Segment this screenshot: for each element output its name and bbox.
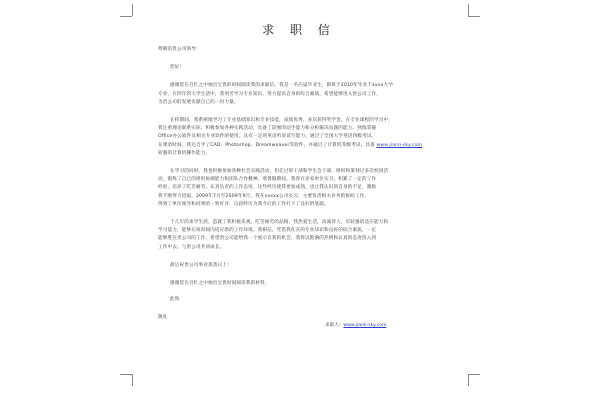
- inline-website-link[interactable]: www.jianli-sky.com: [376, 142, 423, 148]
- crop-mark-bl-v: [132, 374, 133, 386]
- regards-text: 此致: [170, 297, 180, 303]
- paragraph-intro: [158, 82, 440, 107]
- paragraph-line: 得到了单位领导和同事的一致好评，这段经历为我今后的工作打下了良好的基础。: [158, 201, 329, 207]
- paragraph-line: 感谢您在百忙之中抽出宝贵的时间阅读我的求职信，我是一名应届毕业生，即将于2010年毕业于xxxx大学: [170, 83, 394, 89]
- letter-title: 求 职 信: [262, 23, 336, 37]
- greeting: 尊敬的贵公司领导：: [158, 47, 201, 52]
- letter-body: [158, 22, 440, 323]
- paragraph-education: [158, 117, 440, 158]
- paragraph-line: [158, 142, 440, 150]
- paragraph-line: 专业，在四年的大学生活中，我刻苦学习专业知识，努力提高自身的综合素质，希望能够进入贵公司工作，: [158, 91, 381, 97]
- closing-line: 最后祝贵公司事业蒸蒸日上！: [170, 262, 232, 268]
- paragraph-line: 在学习的同时，我也积极参加各种社会实践活动，担任过班干部和学生会干部，组织和策划过多次校园活: [170, 169, 389, 175]
- signer-website-link[interactable]: www.jianli-sky.com: [343, 323, 387, 328]
- closing-thanks: [158, 280, 440, 288]
- paragraph-line: 经验，培养了吃苦耐劳、认真负责的工作态度。这些经历使我更加成熟，也让我认识到自身的不足，激励: [158, 185, 377, 191]
- respect-text: 敬礼: [158, 315, 168, 321]
- crop-mark-bl-h: [120, 374, 132, 375]
- signer-label: 求职人：: [325, 323, 344, 328]
- paragraph-line: 在校期间，我系统地学习了专业基础知识和专业技能，成绩优秀，多次获得奖学金。在专业课程的学习中，: [170, 118, 393, 124]
- paragraph-line: 工作中去，与贵公司共同成长。: [158, 244, 225, 250]
- paragraph-line: 为贵公司的发展贡献自己的一份力量。: [158, 99, 239, 105]
- paragraph-line: 学习能力，能够在短时间内适应新的工作环境。我相信，凭借我扎实的专业知识和良好的综合素质，一定: [158, 228, 377, 234]
- closing-line: 感谢您在百忙之中抽出宝贵时间阅读我的材料。: [170, 281, 270, 287]
- skills-text: 在课余时间，我还自学了CAD、Photoshop、Dreamweaver等软件，并通过了计算机等级考试，具备: [158, 142, 375, 148]
- salutation: 您好！: [170, 65, 185, 71]
- regards-block: [158, 296, 440, 322]
- paragraph-line: 动，锻炼了自己的组织协调能力和团队合作精神。寒暑假期间，我曾在多家单位实习，积累了一定的工作: [158, 177, 377, 183]
- crop-mark-tr-h: [468, 16, 480, 17]
- paragraph-character: [158, 219, 440, 252]
- paragraph-line: 较强的计算机操作能力。: [158, 150, 211, 156]
- crop-mark-br-v: [468, 374, 469, 386]
- crop-mark-tr-v: [468, 4, 469, 16]
- crop-mark-tl-v: [132, 4, 133, 16]
- paragraph-experience: [158, 168, 440, 209]
- signer-line: [325, 322, 386, 328]
- paragraph-line: 我注重理论联系实际，积极参加各种实践活动，具备了较强的动手能力和分析解决问题的能力。熟练掌握: [158, 126, 377, 132]
- closing-wish: [158, 262, 440, 270]
- paragraph-line: Office办公软件及相关专业软件的使用，具有一定的英语听说读写能力，通过了全国大学英语四级考试。: [158, 134, 377, 140]
- crop-mark-tl-h: [120, 16, 132, 17]
- paragraph-line: 十几年的求学生涯，造就了我积极乐观、吃苦耐劳的品格，我热爱生活，真诚待人，有较强的适应能力和: [170, 220, 389, 226]
- paragraph-line: 我不断努力进取。2009年7月至2009年9月，我在xxxxx公司实习，主要负责相关业务的协助工作，: [158, 193, 370, 199]
- paragraph-line: 能够胜任贵公司的工作。希望贵公司能给我一个展示自我的机会，我将以饱满的热情和认真的态度投入到: [158, 236, 377, 242]
- crop-mark-br-h: [468, 374, 480, 375]
